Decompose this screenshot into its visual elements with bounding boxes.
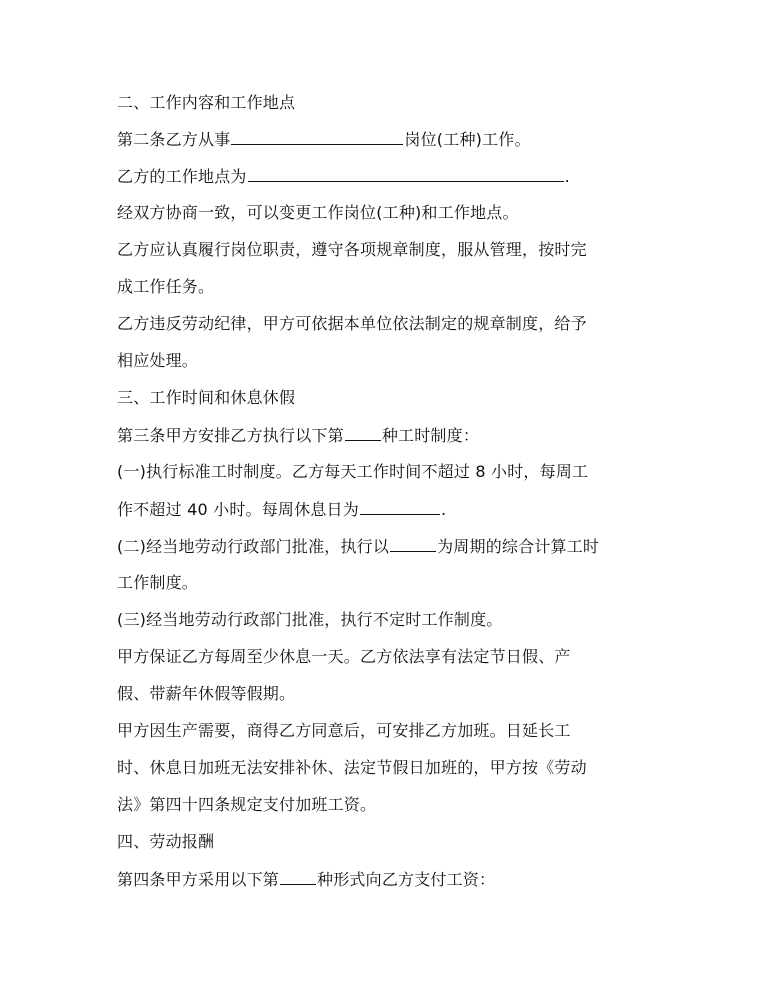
line-text: 乙方应认真履行岗位职责，遵守各项规章制度，服从管理，按时完 [117,240,587,259]
work-location-line [117,165,657,187]
paragraph-line [117,350,657,372]
section-heading-work-content [117,92,657,114]
line-text-after: 种形式向乙方支付工资： [317,870,496,889]
paragraph-line [117,720,657,742]
line-text: (三)经当地劳动行政部门批准，执行不定时工作制度。 [117,610,503,629]
line-text-before: 第四条甲方采用以下第 [117,870,280,889]
line-text: 乙方违反劳动纪律，甲方可依据本单位依法制定的规章制度，给予 [117,314,587,333]
hours-system-blank [345,424,381,441]
line-text-after: 岗位(工种)工作。 [404,130,531,149]
clause-3-hours-system [117,424,657,446]
line-text: 假、带薪年休假等假期。 [117,684,296,703]
line-text-after: . [440,500,447,519]
paragraph-line [117,313,657,335]
paragraph-line [117,683,657,705]
line-text: 甲方保证乙方每周至少休息一天。乙方依法享有法定节日假、产 [117,647,571,666]
paragraph-line [117,276,657,298]
line-text: 三、工作时间和休息休假 [117,388,296,407]
paragraph-line [117,202,657,224]
clause-2-position [117,128,657,150]
paragraph-line [117,757,657,779]
paragraph-line [117,794,657,816]
line-text: 法》第四十四条规定支付加班工资。 [117,795,377,814]
payment-form-blank [280,868,316,885]
clause-4-payment-form [117,868,657,890]
paragraph-line [117,572,657,594]
rest-day-blank [360,498,440,515]
line-text-before: 第三条甲方安排乙方执行以下第 [117,426,344,445]
line-text-after: 为周期的综合计算工时 [437,537,600,556]
line-text-before: 第二条乙方从事 [117,130,231,149]
line-text: 成工作任务。 [117,277,215,296]
line-text: 时、休息日加班无法安排补休、法定节假日加班的，甲方按《劳动 [117,758,587,777]
line-text-after: . [564,167,570,186]
period-blank [390,535,436,552]
line-text: 工作制度。 [117,573,199,592]
line-text-before: (二)经当地劳动行政部门批准，执行以 [117,537,390,556]
paragraph-line [117,609,657,631]
section-heading-remuneration [117,831,657,853]
line-text: 二、工作内容和工作地点 [117,93,296,112]
line-text: 甲方因生产需要，商得乙方同意后，可安排乙方加班。日延长工 [117,721,571,740]
rest-day-line [117,498,657,520]
paragraph-line [117,461,657,483]
paragraph-line [117,646,657,668]
paragraph-line [117,239,657,261]
line-text: 四、劳动报酬 [117,832,215,851]
line-text-before: 作不超过 40 小时。每周休息日为 [117,500,359,519]
line-text: (一)执行标准工时制度。乙方每天工作时间不超过 8 小时，每周工 [117,462,589,481]
line-text: 相应处理。 [117,351,199,370]
line-text-before: 乙方的工作地点为 [117,167,247,186]
work-location-blank [248,165,564,182]
period-line [117,535,657,557]
line-text-after: 种工时制度： [381,426,480,445]
position-blank [231,128,403,145]
line-text: 经双方协商一致，可以变更工作岗位(工种)和工作地点。 [117,203,519,222]
section-heading-work-hours [117,387,657,409]
